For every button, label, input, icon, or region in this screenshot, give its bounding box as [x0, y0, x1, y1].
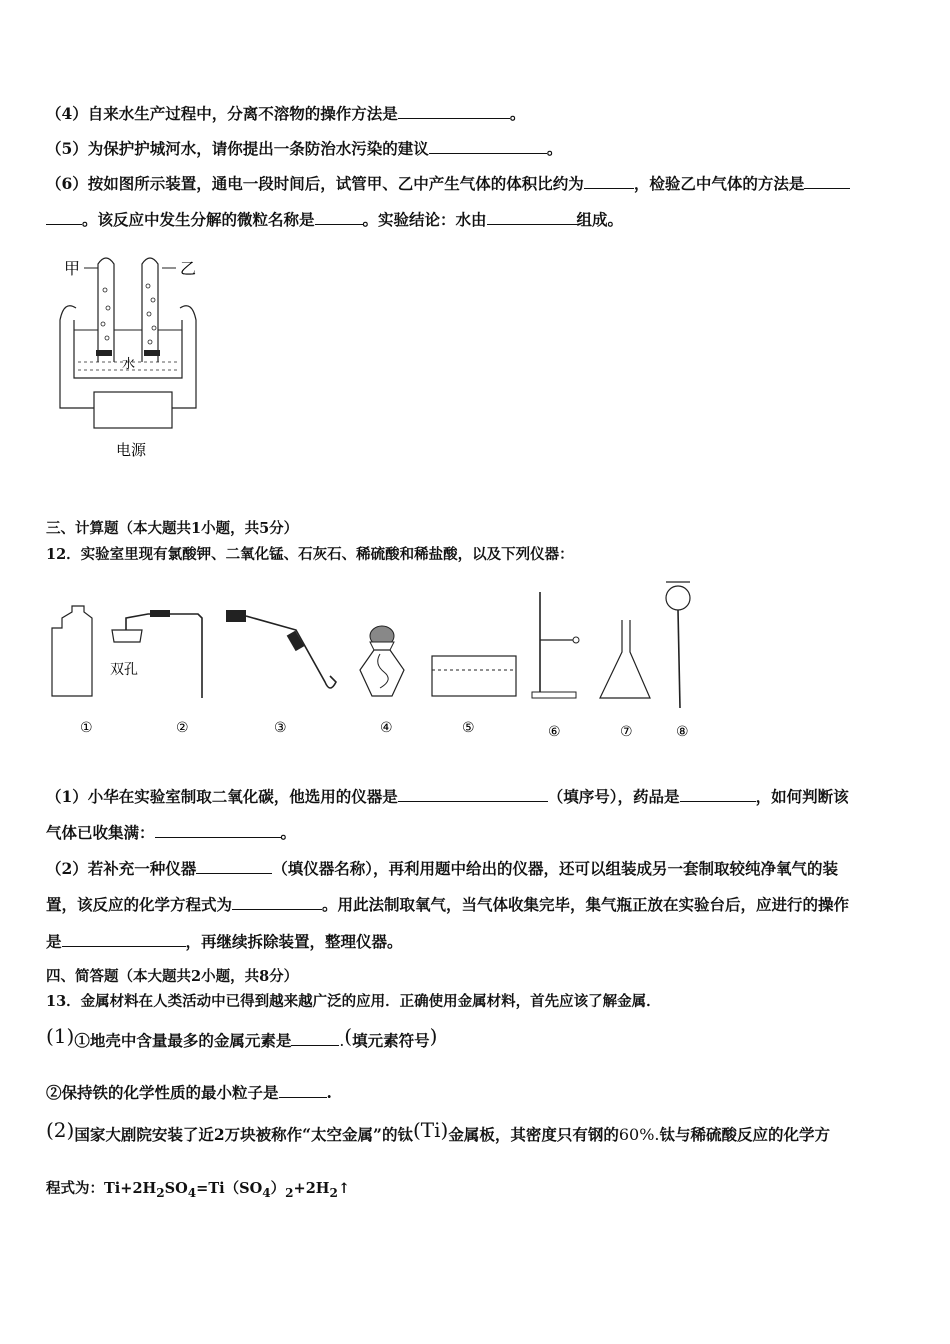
q12-part2-cont2: 是 ，再继续拆除装置，整理仪器。 — [46, 932, 403, 951]
single-hole-stopper — [226, 610, 246, 622]
stopper-label: 双孔 — [110, 662, 138, 678]
answer-blank[interactable] — [62, 932, 186, 947]
label-jia: 甲 — [64, 259, 81, 278]
electrode-right — [144, 350, 160, 356]
answer-blank[interactable] — [232, 895, 322, 910]
q11-part6: （6）按如图所示装置，通电一段时间后，试管甲、乙中产生气体的体积比约为 ，检验乙中气体的方法是 — [46, 172, 850, 194]
answer-blank[interactable] — [155, 823, 281, 838]
instrument-number: ④ — [380, 720, 393, 736]
test-tube-yi — [142, 258, 158, 362]
q12-part1: （1）小华在实验室制取二氧化碳，他选用的仪器是 （填序号），药品是 ，如何判断该 — [46, 787, 849, 806]
q12-stem: 12．实验室里现有氯酸钾、二氧化锰、石灰石、稀硫酸和稀盐酸，以及下列仪器： — [46, 546, 574, 563]
q12-part1-cont: 气体已收集满： 。 — [46, 823, 297, 842]
instrument-number: ⑤ — [462, 720, 475, 736]
electrode-left — [96, 350, 112, 356]
alcohol-lamp — [360, 650, 404, 696]
q12-part2-cont: 置，该反应的化学方程式为 。用此法制取氧气，当气体收集完毕，集气瓶正放在实验台后，应进行的操作 — [46, 895, 850, 914]
wire-left — [60, 306, 94, 408]
instrument-number: ⑥ — [548, 724, 561, 740]
clamp-knob — [573, 637, 579, 643]
instruments-figure — [40, 570, 720, 750]
funnel-bulb — [666, 586, 690, 610]
funnel-stem — [678, 610, 680, 708]
label-power: 电源 — [116, 441, 147, 459]
wire-right — [172, 306, 196, 408]
q13-equation-line: 程式为：$Ti+2H_2SO_4=Ti(SO_4)_2+2H_2↑$ — [46, 1180, 351, 1200]
test-tube-jia — [98, 258, 114, 362]
electrolysis-apparatus-figure — [50, 250, 220, 465]
answer-blank[interactable] — [429, 139, 547, 154]
answer-blank[interactable] — [680, 787, 756, 802]
gas-collecting-bottle — [52, 606, 92, 696]
instrument-number: ⑧ — [676, 724, 689, 740]
answer-blank[interactable] — [279, 1083, 327, 1098]
instrument-number: ③ — [274, 720, 287, 736]
long-delivery-tube — [246, 616, 336, 688]
double-hole-stopper — [112, 630, 142, 642]
answer-blank[interactable] — [398, 787, 548, 802]
answer-blank[interactable] — [196, 859, 272, 874]
answer-blank[interactable] — [584, 174, 634, 189]
iron-stand-base — [532, 692, 576, 698]
label-water: 水 — [122, 357, 136, 372]
section3-heading: 三、计算题（本大题共1小题，共5分） — [46, 520, 299, 537]
q12-part2: （2）若补充一种仪器 （填仪器名称），再利用题中给出的仪器，还可以组装成另一套制取较纯净氧气的装 — [46, 859, 839, 878]
q13-part2: (2)国家大剧院安装了近2万块被称作“太空金属”的钛(Ti)金属板，其密度只有钢的60%.钛与稀硫酸反应的化学方 — [46, 1118, 830, 1144]
q13-part1: (1)①地壳中含量最多的金属元素是 .(填元素符号) — [46, 1024, 438, 1050]
conical-flask — [600, 620, 650, 698]
q11-part5: （5）为保护护城河水，请你提出一条防治水污染的建议 。 — [46, 139, 563, 158]
rubber-connector — [150, 610, 170, 617]
power-source-box — [94, 392, 172, 428]
answer-blank[interactable] — [291, 1031, 339, 1046]
answer-blank[interactable] — [315, 210, 363, 225]
answer-blank[interactable] — [804, 174, 850, 189]
label-yi: 乙 — [180, 259, 197, 278]
section4-heading: 四、简答题（本大题共2小题，共8分） — [46, 968, 299, 985]
q13-part1-b: ②保持铁的化学性质的最小粒子是 . — [46, 1083, 332, 1102]
answer-blank[interactable] — [398, 104, 510, 119]
q11-part4: （4）自来水生产过程中，分离不溶物的操作方法是 。 — [46, 104, 526, 123]
lamp-neck — [370, 642, 394, 650]
bent-delivery-tube — [126, 614, 202, 698]
q11-part6-cont: 。该反应中发生分解的微粒名称是 。实验结论：水由 组成。 — [46, 208, 623, 230]
water-trough — [432, 656, 516, 696]
answer-blank[interactable] — [46, 210, 82, 225]
q13-stem: 13．金属材料在人类活动中已得到越来越广泛的应用．正确使用金属材料，首先应该了解金属． — [46, 993, 661, 1010]
instrument-number: ② — [176, 720, 189, 736]
instrument-number: ① — [80, 720, 93, 736]
instrument-number: ⑦ — [620, 724, 633, 740]
answer-blank[interactable] — [487, 210, 577, 225]
